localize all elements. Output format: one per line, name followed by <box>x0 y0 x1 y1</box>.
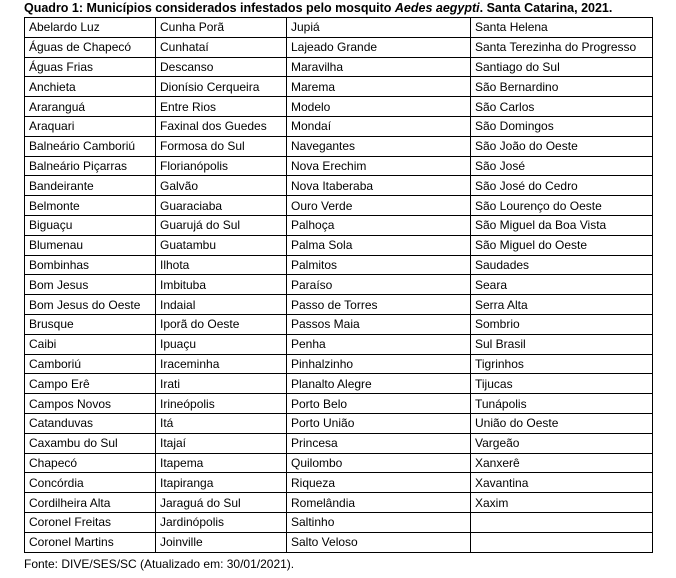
table-cell: Seara <box>471 275 653 295</box>
table-cell: Itá <box>156 413 287 433</box>
table-cell: Nova Erechim <box>287 156 471 176</box>
table-cell: Campos Novos <box>25 394 156 414</box>
table-row <box>25 413 653 433</box>
table-cell: Catanduvas <box>25 413 156 433</box>
table-cell: Princesa <box>287 433 471 453</box>
table-row <box>25 512 653 532</box>
table-row <box>25 116 653 136</box>
table-row <box>25 493 653 513</box>
table-cell: Sul Brasil <box>471 334 653 354</box>
table-cell: São Miguel da Boa Vista <box>471 215 653 235</box>
table-row <box>25 37 653 57</box>
caption-suffix: . Santa Catarina, 2021. <box>479 1 613 15</box>
table-cell: Balneário Piçarras <box>25 156 156 176</box>
table-cell: Paraíso <box>287 275 471 295</box>
table-cell: São Miguel do Oeste <box>471 235 653 255</box>
table-cell: Saltinho <box>287 512 471 532</box>
table-cell: Jardinópolis <box>156 512 287 532</box>
table-cell: Itapema <box>156 453 287 473</box>
table-cell: Florianópolis <box>156 156 287 176</box>
table-cell: Serra Alta <box>471 295 653 315</box>
table-cell: Itajaí <box>156 433 287 453</box>
table-cell: Coronel Freitas <box>25 512 156 532</box>
table-row <box>25 354 653 374</box>
table-cell: Saudades <box>471 255 653 275</box>
table-cell: Modelo <box>287 97 471 117</box>
table-row <box>25 275 653 295</box>
table-cell: Descanso <box>156 57 287 77</box>
table-cell: Irineópolis <box>156 394 287 414</box>
table-cell: Mondaí <box>287 116 471 136</box>
table-cell: Planalto Alegre <box>287 374 471 394</box>
table-cell: Irati <box>156 374 287 394</box>
table-cell: Formosa do Sul <box>156 136 287 156</box>
table-cell: Salto Veloso <box>287 532 471 552</box>
table-cell: Sombrio <box>471 314 653 334</box>
table-cell: Porto Belo <box>287 394 471 414</box>
table-cell: Joinville <box>156 532 287 552</box>
table-cell: Maravilha <box>287 57 471 77</box>
table-cell: Cunhataí <box>156 37 287 57</box>
table-cell: Xaxim <box>471 493 653 513</box>
table-row <box>25 453 653 473</box>
table-cell: Bombinhas <box>25 255 156 275</box>
table-cell: São José do Cedro <box>471 176 653 196</box>
table-cell: São Carlos <box>471 97 653 117</box>
table-cell: Penha <box>287 334 471 354</box>
table-cell: Palhoça <box>287 215 471 235</box>
table-cell: Vargeão <box>471 433 653 453</box>
table-cell: Araranguá <box>25 97 156 117</box>
table-cell: Riqueza <box>287 473 471 493</box>
table-cell: Ilhota <box>156 255 287 275</box>
table-cell: União do Oeste <box>471 413 653 433</box>
table-cell: Xavantina <box>471 473 653 493</box>
table-cell: Nova Itaberaba <box>287 176 471 196</box>
table-cell <box>471 512 653 532</box>
source-note: Fonte: DIVE/SES/SC (Atualizado em: 30/01/2021). <box>24 557 295 571</box>
table-cell: Águas Frias <box>25 57 156 77</box>
table-row <box>25 176 653 196</box>
table-row <box>25 156 653 176</box>
table-row <box>25 215 653 235</box>
table-row <box>25 57 653 77</box>
table-cell: Galvão <box>156 176 287 196</box>
table-cell: Belmonte <box>25 196 156 216</box>
table-row <box>25 433 653 453</box>
table-cell: Guatambu <box>156 235 287 255</box>
table-row <box>25 473 653 493</box>
table-cell: Pinhalzinho <box>287 354 471 374</box>
table-cell: São Bernardino <box>471 77 653 97</box>
table-cell: Abelardo Luz <box>25 18 156 38</box>
table-cell: Faxinal dos Guedes <box>156 116 287 136</box>
table-cell: Campo Erê <box>25 374 156 394</box>
table-cell: Concórdia <box>25 473 156 493</box>
table-cell: Caxambu do Sul <box>25 433 156 453</box>
table-row <box>25 97 653 117</box>
table-row <box>25 136 653 156</box>
table-row <box>25 532 653 552</box>
table-row <box>25 18 653 38</box>
table-cell: Santa Helena <box>471 18 653 38</box>
table-cell: Balneário Camboriú <box>25 136 156 156</box>
table-cell: Blumenau <box>25 235 156 255</box>
table-cell: Guarujá do Sul <box>156 215 287 235</box>
table-cell: Tijucas <box>471 374 653 394</box>
caption-prefix: Quadro 1: Municípios considerados infestados pelo mosquito <box>24 1 395 15</box>
table-cell: Araquari <box>25 116 156 136</box>
table-cell: Passo de Torres <box>287 295 471 315</box>
table-cell: Santiago do Sul <box>471 57 653 77</box>
table-cell: Xanxerê <box>471 453 653 473</box>
table-cell: Ipuaçu <box>156 334 287 354</box>
table-cell: Quilombo <box>287 453 471 473</box>
table-cell: Chapecó <box>25 453 156 473</box>
table-row <box>25 77 653 97</box>
table-cell: São Domingos <box>471 116 653 136</box>
table-cell: Anchieta <box>25 77 156 97</box>
table-cell: Entre Rios <box>156 97 287 117</box>
table-cell: Iraceminha <box>156 354 287 374</box>
table-cell: Romelândia <box>287 493 471 513</box>
table-cell: Bom Jesus <box>25 275 156 295</box>
table-cell: Marema <box>287 77 471 97</box>
table-cell: Lajeado Grande <box>287 37 471 57</box>
table-cell: Cunha Porã <box>156 18 287 38</box>
table-cell: Navegantes <box>287 136 471 156</box>
table-cell: Palma Sola <box>287 235 471 255</box>
table-row <box>25 255 653 275</box>
table-cell: Santa Terezinha do Progresso <box>471 37 653 57</box>
table-caption <box>24 0 612 16</box>
table-cell: São João do Oeste <box>471 136 653 156</box>
table-cell: Indaial <box>156 295 287 315</box>
table-cell: Camboriú <box>25 354 156 374</box>
table-cell: Jaraguá do Sul <box>156 493 287 513</box>
table-cell: Tigrinhos <box>471 354 653 374</box>
table-row <box>25 235 653 255</box>
table-cell: Bandeirante <box>25 176 156 196</box>
table-cell: Palmitos <box>287 255 471 275</box>
table-cell: Caibi <box>25 334 156 354</box>
table-row <box>25 334 653 354</box>
table-cell: Guaraciaba <box>156 196 287 216</box>
table-cell: Itapiranga <box>156 473 287 493</box>
table-cell: Ouro Verde <box>287 196 471 216</box>
table-cell: Imbituba <box>156 275 287 295</box>
table-cell <box>471 532 653 552</box>
table-cell: Dionísio Cerqueira <box>156 77 287 97</box>
table-cell: Bom Jesus do Oeste <box>25 295 156 315</box>
table-cell: Passos Maia <box>287 314 471 334</box>
table-cell: São Lourenço do Oeste <box>471 196 653 216</box>
table-row <box>25 374 653 394</box>
table-cell: Águas de Chapecó <box>25 37 156 57</box>
table-row <box>25 295 653 315</box>
table-cell: Iporã do Oeste <box>156 314 287 334</box>
table-cell: Biguaçu <box>25 215 156 235</box>
table-cell: Jupiá <box>287 18 471 38</box>
table-cell: Tunápolis <box>471 394 653 414</box>
table-row <box>25 394 653 414</box>
table-cell: Coronel Martins <box>25 532 156 552</box>
table-row <box>25 196 653 216</box>
municipalities-table <box>24 17 653 553</box>
table-cell: Porto União <box>287 413 471 433</box>
table-body <box>25 18 653 553</box>
caption-species: Aedes aegypti <box>394 1 480 15</box>
table-cell: Cordilheira Alta <box>25 493 156 513</box>
table-cell: Brusque <box>25 314 156 334</box>
table-row <box>25 314 653 334</box>
table-cell: São José <box>471 156 653 176</box>
